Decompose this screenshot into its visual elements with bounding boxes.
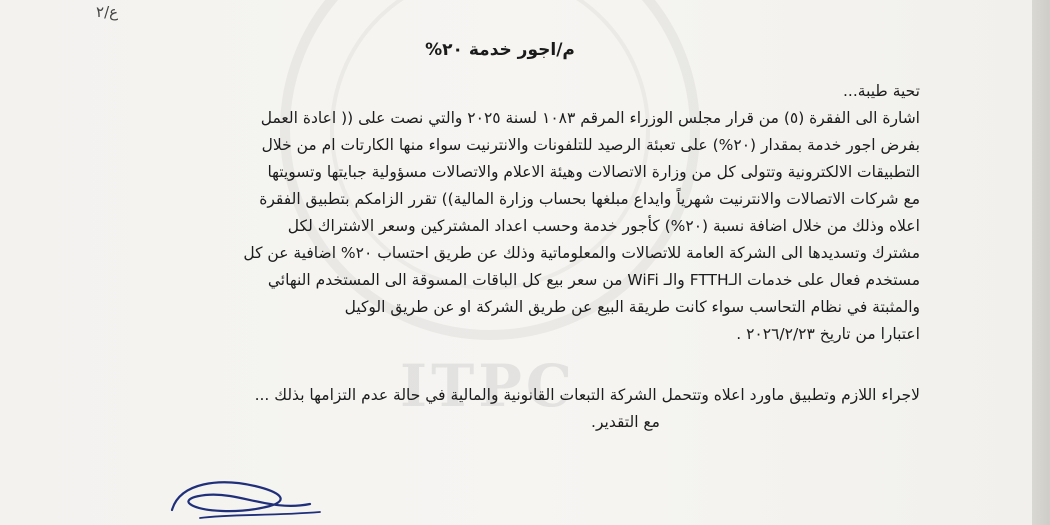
signature-icon xyxy=(160,470,330,525)
watermark-logo-text: ITPC xyxy=(400,352,577,420)
closing-line-1: لاجراء اللازم وتطبيق ماورد اعلاه وتتحمل الشركة التبعات القانونية والمالية في حالة عدم التزامها بذلك ... xyxy=(254,386,920,404)
document-title: م/اجور خدمة ٢٠% xyxy=(425,40,575,60)
body-line-9: اعتبارا من تاريخ ٢٠٢٦/٢/٢٣ . xyxy=(736,325,920,343)
corner-mark: ع/٢ xyxy=(96,3,119,21)
body-line-1: اشارة الى الفقرة (٥) من قرار مجلس الوزراء المرقم ١٠٨٣ لسنة ٢٠٢٥ والتي نصت على (( اعادة العمل xyxy=(260,109,920,127)
body-line-8: والمثبتة في نظام التحاسب سواء كانت طريقة البيع عن طريق الشركة او عن طريق الوكيل xyxy=(344,298,920,316)
body-line-5: اعلاه وذلك من خلال اضافة نسبة (٢٠%) كأجور خدمة وحسب اعداد المشتركين وسعر الاشتراك لكل xyxy=(287,217,920,235)
body-line-6: مشترك وتسديدها الى الشركة العامة للاتصالات والمعلوماتية وذلك عن طريق احتساب ٢٠% اضافية عن كل xyxy=(243,244,920,262)
paragraph-gap xyxy=(150,348,920,382)
body-line-7: مستخدم فعال على خدمات الـFTTH والـ WiFi من سعر بيع كل الباقات المسوقة الى المستخدم النهائي xyxy=(267,271,920,289)
closing-line-2: مع التقدير. xyxy=(591,413,660,431)
body-line-4: مع شركات الاتصالات والانترنيت شهرياً وايداع مبلغها بحساب وزارة المالية)) تقرر الزامكم بتطبيق الفقرة xyxy=(259,190,920,208)
greeting: تحية طيبة... xyxy=(842,82,920,100)
body-line-2: بفرض اجور خدمة بمقدار (٢٠%) على تعبئة الرصيد للتلفونات والانترنيت سواء منها الكارتات ام من خلال xyxy=(261,136,920,154)
page-edge xyxy=(1032,0,1050,525)
letter-body xyxy=(150,78,920,436)
body-line-3: التطبيقات الالكترونية وتتولى كل من وزارة الاتصالات وهيئة الاعلام والاتصالات مسؤولية جبايتها وتسويتها xyxy=(267,163,920,181)
